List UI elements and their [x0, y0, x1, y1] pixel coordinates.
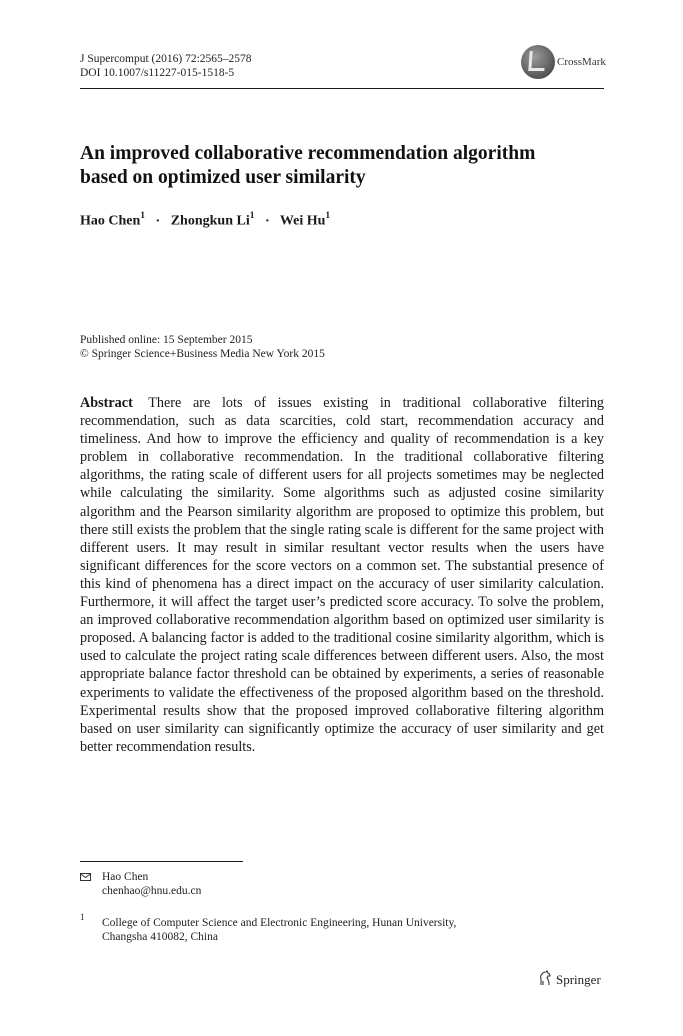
author-separator: · [264, 213, 270, 229]
doi[interactable]: DOI 10.1007/s11227-015-1518-5 [80, 67, 235, 79]
author-name[interactable]: Wei Hu [279, 213, 326, 229]
author-affiliation-mark: 1 [325, 211, 331, 221]
title-line-2: based on optimized user similarity [80, 167, 366, 188]
publisher-name: Springer [556, 972, 601, 987]
envelope-icon [80, 873, 91, 881]
title-line-1: An improved collaborative recommendation algorithm [80, 143, 536, 164]
author-name[interactable]: Hao Chen [80, 213, 141, 229]
published-date: Published online: 15 September 2015 [80, 334, 253, 346]
crossmark-icon[interactable] [521, 45, 555, 79]
author-affiliation-mark: 1 [249, 211, 255, 221]
paper-title [80, 142, 600, 190]
abstract-label: Abstract [80, 395, 133, 411]
author-separator: · [155, 213, 161, 229]
affiliation-line-2: Changsha 410082, China [102, 931, 218, 943]
affiliation-line-1: College of Computer Science and Electronic Engineering, Hunan University, [102, 917, 457, 929]
crossmark-label[interactable]: CrossMark [557, 56, 606, 68]
affiliation-number: 1 [80, 912, 85, 922]
journal-citation: J Supercomput (2016) 72:2565–2578 [80, 53, 252, 65]
corresponding-author-name: Hao Chen [102, 871, 149, 883]
abstract-text: There are lots of issues existing in traditional collaborative filtering recommendation, such as data scarcities, cold start, recommendation accuracy and timeliness. And how to improve the efficiency and quality of recommendation is a key problem in collaborative recommendation. In the traditional collaborative filtering algorithms, the rating scale of different users for all projects sometimes may be neglected while calculating the similarity. Some algorithms such as adjusted cosine similarity algorithm and the Pearson similarity algorithm are proposed to optimize this problem, but there still exists the problem that the single rating scale is different for the same project with different users. It may result in similar resultant vector results when the users have significant differences for the score vectors on a common set. The substantial presence of this kind of phenomena has a direct impact on the accuracy of user similarity calculation. Furthermore, it will affect the target user’s predicted score accuracy. To solve the problem, an improved collaborative recommendation algorithm based on optimized user similarity is proposed. A balancing factor is added to the traditional cosine similarity algorithm, which is used to calculate the project rating scale differences between different users. Also, the most appropriate balance factor threshold can be obtained by experiments, a series of reasonable experiments to validate the effectiveness of the proposed algorithm based on the threshold. Experimental results show that the proposed improved collaborative filtering algorithm based on user similarity can significantly optimize the accuracy of user similarity and get better recommendation results. [80, 395, 605, 755]
author-affiliation-mark: 1 [140, 211, 146, 221]
corresponding-author-email[interactable]: chenhao@hnu.edu.cn [102, 885, 202, 897]
header-divider [80, 88, 604, 89]
copyright: © Springer Science+Business Media New York 2015 [80, 348, 325, 360]
author-list [80, 212, 330, 230]
author-name[interactable]: Zhongkun Li [170, 213, 250, 229]
publication-info [80, 333, 325, 361]
springer-horse-icon [538, 970, 553, 987]
footnote-divider [80, 861, 243, 862]
abstract [80, 394, 604, 756]
